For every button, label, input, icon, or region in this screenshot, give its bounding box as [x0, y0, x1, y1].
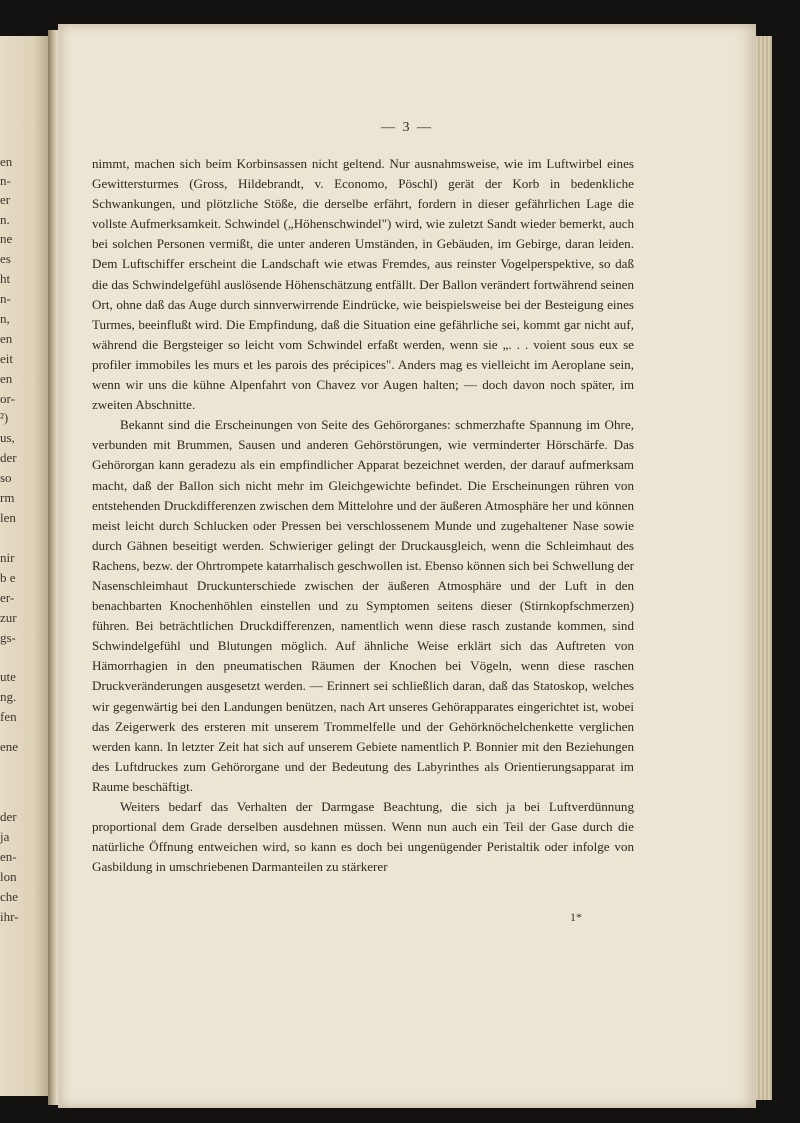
left-page-fragment: en: [0, 154, 13, 169]
left-page-fragment: er-: [0, 590, 15, 605]
left-page-fragment: en: [0, 371, 13, 386]
left-page-fragment: ene: [0, 739, 19, 754]
left-page-fragment: ne: [0, 231, 13, 246]
left-page-fragment: b e: [0, 570, 16, 585]
left-page-fragment: len: [0, 510, 16, 525]
left-page-fragment: zur: [0, 610, 17, 625]
left-page-fragment: ute: [0, 669, 16, 684]
left-page-fragment: n-: [0, 291, 11, 306]
left-page-fragment: ng.: [0, 689, 17, 704]
left-page-fragment: or-: [0, 391, 15, 406]
left-page-fragment: us,: [0, 430, 15, 445]
left-page-fragment: n.: [0, 212, 10, 227]
left-page-fragment: nir: [0, 550, 15, 565]
left-page-fragment: che: [0, 889, 19, 904]
left-page-fragment: n,: [0, 311, 10, 326]
paragraph: Weiters bedarf das Verhalten der Darmgase Beachtung, die sich ja bei Luftverdünnung proportional dem Grade derselben ausdehnen müssen. Wenn nun auch ein Teil der Gase durch die natürliche Öffnung entweichen wird, so kann es doch bei ungenügender Peristaltik oder infolge von Gasbildung in umschriebenen Darmanteilen zu stärkerer: [92, 799, 634, 875]
body-text: [92, 154, 634, 877]
paragraph: nimmt, machen sich beim Korbinsassen nicht geltend. Nur ausnahmsweise, wie im Luftwirbel eines Gewittersturmes (Gross, Hildebrandt, v. Economo, Pöschl) gerät der Korb in bedenkliche Schwankungen, und plötzliche Stöße, die derselbe erfährt, fordern in dieser gefährlichen Lage die vollste Aufmerksamkeit. Schwindel („Höhenschwindel") wird, wie zuletzt Sandt wieder bemerkt, auch bei solchen Personen vermißt, die unter anderen Umständen, in Gebäuden, im Gebirge, daran leiden. Dem Luftschiffer erscheint die Landschaft wie etwas Fremdes, aus reinster Vogelperspektive, so daß die das Schwindelgefühl auslösende Höhenschätzung entfällt. Der Ballon verändert fortwährend seinen Ort, ohne daß das Auge durch sinnverwirrende Eindrücke, wie beispielsweise bei der Besteigung eines Turmes, beeinflußt wird. Die Empfindung, daß die Situation eine gefährliche sei, kommt gar nicht auf, während die Bergsteiger so leicht vom Schwindel erfaßt werden, wenn sie „. . . voient sous eux se profiler immobiles les murs et les parois des précipices". Anders mag es vielleicht im Aeroplane sein, wenn wir uns die kühne Alpenfahrt von Chavez vor Augen halten; — doch davon noch später, im zweiten Abschnitte.: [92, 156, 634, 413]
left-page-fragment: rm: [0, 490, 15, 505]
left-page-fragment: fen: [0, 709, 17, 724]
left-page-edge: [0, 36, 48, 1096]
paragraph: Bekannt sind die Erscheinungen von Seite des Gehörorganes: schmerzhafte Spannung im Ohre, verbunden mit Brummen, Sausen und anderen Gehörstörungen, wie verminderter Hörschärfe. Das Gehörorgan kann geradezu als ein empfindlicher Apparat bezeichnet werden, der darauf aufmerksam macht, daß der Ballon sich nicht mehr im Gleichgewichte befindet. Die Erscheinungen rühren von entstehenden Druckdifferenzen zwischen dem Mittelohre und der äußeren Atmosphäre her und können meist leicht durch Schlucken oder Pressen bei verschlossenem Munde und zugehaltener Nase sowie durch Gähnen beseitigt werden. Schwieriger gelingt der Druckausgleich, wenn die Schleimhaut des Rachens, bezw. der Ohrtrompete katarrhalisch geschwollen ist. Ebenso können sich bei Schwellung der Nasenschleimhaut Druckunterschiede zwischen der äußeren Atmosphäre und der Luft in den benachbarten Knochenhöhlen einstellen und zu Symptomen seitens dieser (Stirnkopfschmerzen) führen. Bei beträchtlichen Druckdifferenzen, namentlich wenn diese rasch zustande kommen, sind Schwindelgefühl und Blutungen möglich. Auf ähnliche Weise erklärt sich das Auftreten von Hämorrhagien in den pneumatischen Räumen der Knochen bei Vögeln, wenn diese raschen Druckveränderungen ausgesetzt werden. — Erinnert sei schließlich daran, daß das Statoskop, welches wir gegenwärtig bei den Landungen benützen, nach Art unseres Gehörapparates eingerichtet ist, wobei das Zeigerwerk des ersteren mit unserem Trommelfelle und der Gehörknöchelchenkette verglichen werden kann. In letzter Zeit hat sich auf unserem Gebiete namentlich P. Bonnier mit den Beziehungen des Luftdruckes zum Gehörorgane und der Bedeutung des Labyrinthes als Orientierungsapparat im Raume beschäftigt.: [92, 417, 635, 794]
left-page-fragment: lon: [0, 869, 17, 884]
left-page-fragment: es: [0, 251, 11, 266]
left-page-fragment: ht: [0, 271, 11, 286]
left-page-fragment: en-: [0, 849, 17, 864]
left-page-fragment: der: [0, 809, 17, 824]
book-gutter: [48, 30, 58, 1105]
page-number: — 3 —: [381, 120, 433, 135]
left-page-fragment: n-: [0, 173, 11, 188]
left-page-fragment: ja: [0, 829, 10, 844]
page-edges: [756, 36, 772, 1100]
left-page-fragment: er: [0, 192, 11, 207]
left-page-fragment: gs-: [0, 630, 16, 645]
left-page-fragment: so: [0, 470, 12, 485]
signature-mark: 1*: [570, 910, 582, 924]
left-page-fragment: ihr-: [0, 909, 19, 924]
left-page-fragment: der: [0, 450, 17, 465]
left-page-fragment: eit: [0, 351, 13, 366]
book-page: [58, 24, 756, 1108]
left-page-fragment: en: [0, 331, 13, 346]
left-page-fragment: ²): [0, 410, 9, 425]
